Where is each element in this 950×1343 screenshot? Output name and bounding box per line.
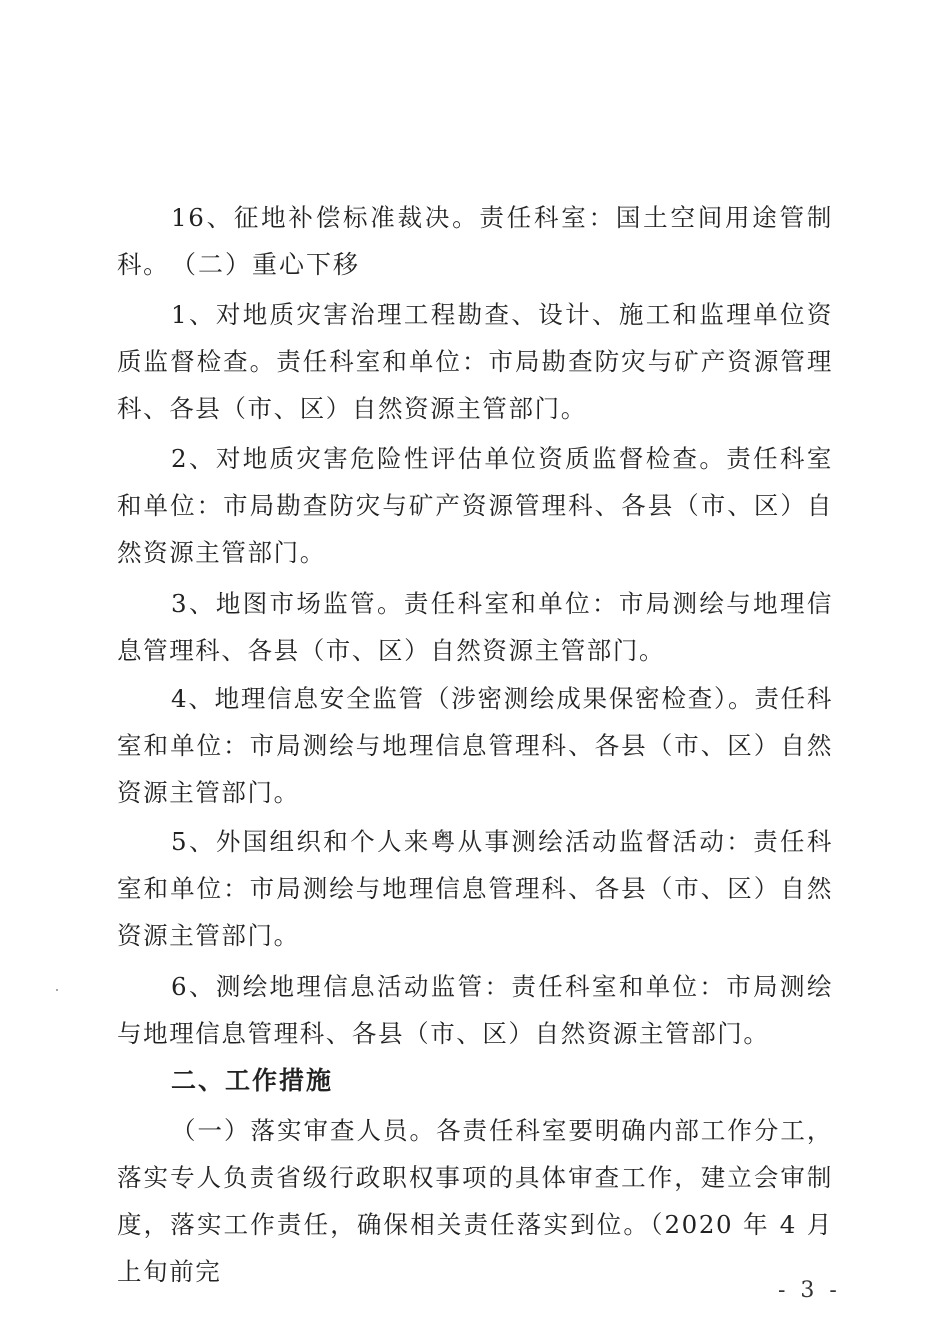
paragraph-item-6: 6、测绘地理信息活动监管：责任科室和单位：市局测绘与地理信息管理科、各县（市、区）自然资源主管部门。 <box>117 972 833 1048</box>
paragraph-item-1: 1、对地质灾害治理工程勘查、设计、施工和监理单位资质监督检查。责任科室和单位：市局勘查防灾与矿产资源管理科、各县（市、区）自然资源主管部门。 <box>117 300 833 423</box>
paragraph-item-3: 3、地图市场监管。责任科室和单位：市局测绘与地理信息管理科、各县（市、区）自然资源主管部门。 <box>117 589 833 665</box>
scan-speck <box>56 989 58 991</box>
paragraph-measure-1: （一）落实审查人员。各责任科室要明确内部工作分工，落实专人负责省级行政职权事项的具体审查工作，建立会审制度，落实工作责任，确保相关责任落实到位。（2020 年 4 月上旬前完 <box>117 1116 833 1286</box>
paragraph-item-5: 5、外国组织和个人来粤从事测绘活动监督活动：责任科室和单位：市局测绘与地理信息管理科、各县（市、区）自然资源主管部门。 <box>117 827 833 950</box>
section-heading-work-measures: 二、工作措施 <box>171 1066 334 1095</box>
paragraph-item-2: 2、对地质灾害危险性评估单位资质监督检查。责任科室和单位：市局勘查防灾与矿产资源管理科、各县（市、区）自然资源主管部门。 <box>117 444 833 567</box>
paragraph-item-16: 16、征地补偿标准裁决。责任科室：国土空间用途管制科。 <box>117 203 833 279</box>
paragraph-item-4: 4、地理信息安全监管（涉密测绘成果保密检查）。责任科室和单位：市局测绘与地理信息管理科、各县（市、区）自然资源主管部门。 <box>117 684 833 807</box>
page-number: - 3 - <box>778 1278 841 1303</box>
section-heading-zhongxin-xiayi: （二）重心下移 <box>171 250 361 279</box>
